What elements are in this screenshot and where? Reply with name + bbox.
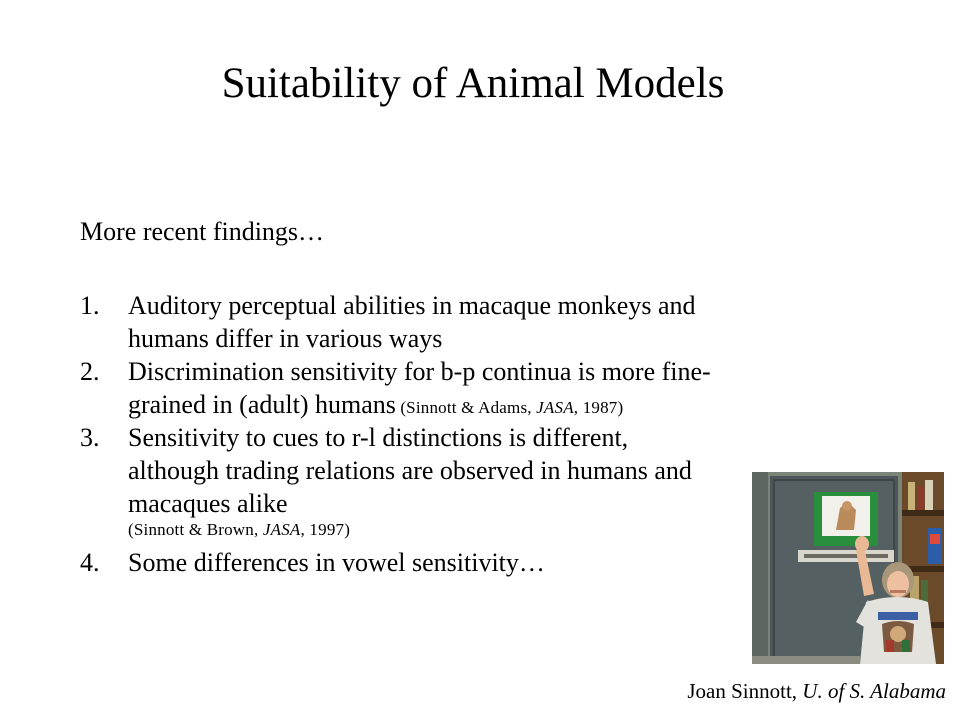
citation-journal: JASA xyxy=(262,520,301,539)
citation-close: , 1987) xyxy=(573,398,624,417)
slide-title: Suitability of Animal Models xyxy=(221,60,725,107)
findings-list xyxy=(80,289,720,579)
finding-number: 4. xyxy=(80,548,100,577)
caption-name: Joan Sinnott, xyxy=(687,679,803,703)
finding-text: Auditory perceptual abilities in macaque monkeys and humans differ in various ways xyxy=(128,291,696,353)
intro-text: More recent findings… xyxy=(80,217,325,246)
finding-item-2 xyxy=(80,355,720,421)
finding-number: 1. xyxy=(80,291,100,320)
finding-text: Some differences in vowel sensitivity… xyxy=(128,548,545,577)
finding-number: 3. xyxy=(80,423,100,452)
caption-affiliation: U. of S. Alabama xyxy=(802,679,946,703)
finding-item-4 xyxy=(80,546,720,579)
photo-caption xyxy=(687,678,946,704)
citation-open: (Sinnott & Brown, xyxy=(128,520,263,539)
finding-item-1 xyxy=(80,289,720,355)
citation xyxy=(396,398,623,417)
citation-open: (Sinnott & Adams, xyxy=(395,398,537,417)
finding-item-3 xyxy=(80,421,720,542)
citation-journal: JASA xyxy=(536,398,574,417)
portrait-photo xyxy=(752,472,944,664)
finding-text: Sensitivity to cues to r-l distinctions is different, although trading relations are observed in humans and macaques alike xyxy=(128,423,692,518)
finding-text: Discrimination sensitivity for b-p continua is more fine-grained in (adult) humans xyxy=(128,357,711,419)
citation-close: , 1997) xyxy=(300,520,351,539)
finding-number: 2. xyxy=(80,357,100,386)
citation xyxy=(128,518,720,542)
